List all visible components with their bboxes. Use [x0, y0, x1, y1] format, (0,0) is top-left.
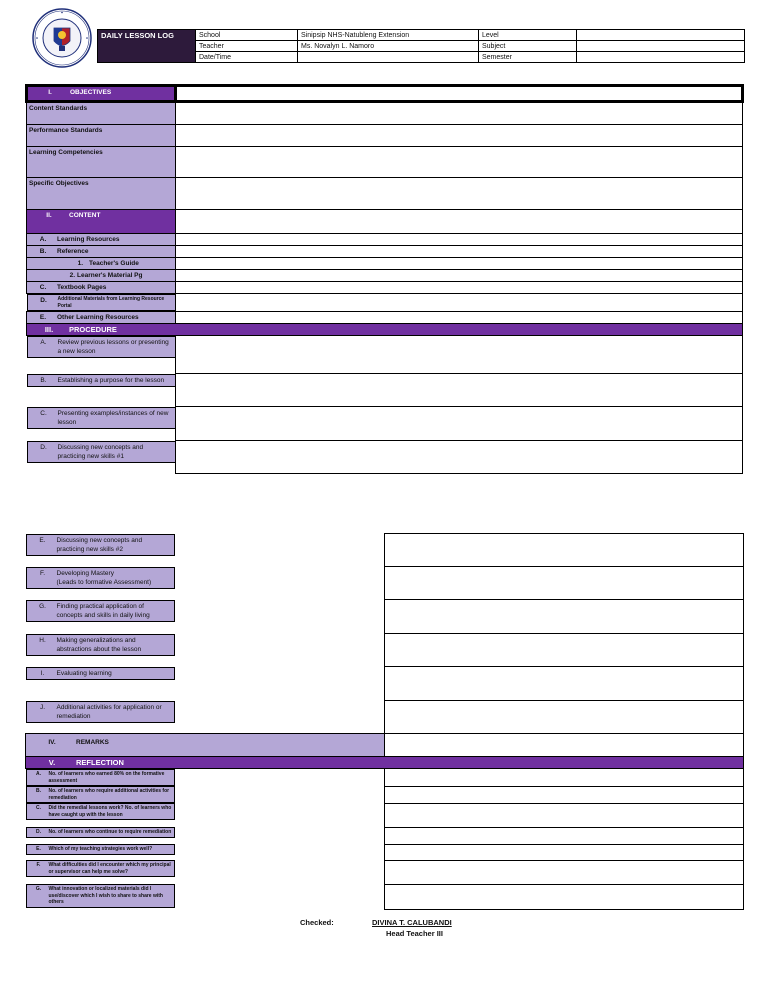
procedure-item: I. Evaluating learning	[26, 667, 175, 680]
reflection-item-cell[interactable]	[385, 827, 744, 844]
procedure-item-cell[interactable]	[385, 701, 744, 734]
signer-title: Head Teacher III	[386, 929, 443, 938]
specific-objectives-cell[interactable]	[176, 178, 743, 210]
reference-cell[interactable]	[176, 246, 743, 258]
textbook-pages-cell[interactable]	[176, 282, 743, 294]
datetime-value[interactable]	[298, 52, 479, 63]
reflection-item: F. What difficulties did I encounter which my principal or supervisor can help me solve?	[26, 860, 175, 877]
level-value[interactable]	[577, 30, 745, 41]
datetime-label: Date/Time	[196, 52, 298, 63]
reflection-item: C. Did the remedial lessons work? No. of learners who have caught up with the lesson	[26, 803, 175, 820]
content-heading: II. CONTENT	[27, 210, 176, 234]
remarks-cell[interactable]	[385, 734, 744, 757]
teacher-value[interactable]: Ms. Novalyn L. Namoro	[298, 41, 479, 52]
deped-seal-logo	[32, 8, 92, 68]
semester-value[interactable]	[577, 52, 745, 63]
content-standards-cell[interactable]	[176, 102, 743, 125]
reflection-item-cell[interactable]	[385, 844, 744, 860]
reflection-item: B. No. of learners who require additional activities for remediation	[26, 786, 175, 803]
performance-standards-label: Performance Standards	[27, 125, 176, 147]
semester-label: Semester	[479, 52, 577, 63]
textbook-pages-label: C. Textbook Pages	[27, 282, 176, 294]
procedure-item: B. Establishing a purpose for the lesson	[27, 374, 176, 387]
procedure-item-cell[interactable]	[385, 567, 744, 600]
remarks-heading: IV. REMARKS	[26, 734, 385, 757]
procedure-item: G. Finding practical application of concepts and skills in daily living	[26, 600, 175, 622]
reflection-item-cell[interactable]	[385, 884, 744, 909]
performance-standards-cell[interactable]	[176, 125, 743, 147]
procedure-heading: III. PROCEDURE	[27, 324, 743, 336]
teachers-guide-cell[interactable]	[176, 258, 743, 270]
level-label: Level	[479, 30, 577, 41]
objectives-heading-cell[interactable]	[176, 86, 743, 102]
additional-materials-cell[interactable]	[176, 294, 743, 312]
header-table	[97, 29, 745, 63]
checked-label: Checked:	[300, 918, 334, 927]
reflection-item-cell[interactable]	[385, 769, 744, 787]
procedure-item-cell[interactable]	[176, 407, 743, 441]
procedure-item: J. Additional activities for application or remediation	[26, 701, 175, 723]
procedure-item: A. Review previous lessons or presenting a new lesson	[27, 336, 176, 358]
procedure-item-cell[interactable]	[385, 600, 744, 634]
other-resources-label: E. Other Learning Resources	[27, 312, 176, 324]
teacher-label: Teacher	[196, 41, 298, 52]
procedure-item: E. Discussing new concepts and practicing new skills #2	[26, 534, 175, 556]
learners-material-label: 2. Learner's Material Pg	[27, 270, 176, 282]
objectives-heading: I. OBJECTIVES	[27, 86, 176, 102]
reference-label: B. Reference	[27, 246, 176, 258]
procedure-item-cell[interactable]	[385, 634, 744, 667]
teachers-guide-label: 1. Teacher's Guide	[27, 258, 176, 270]
reflection-item: D. No. of learners who continue to require remediation	[26, 827, 175, 838]
reflection-item: G. What innovation or localized materials did I use/discover which I wish to share to share with others	[26, 884, 175, 908]
learning-competencies-cell[interactable]	[176, 147, 743, 178]
learners-material-cell[interactable]	[176, 270, 743, 282]
signer-name: DIVINA T. CALUBANDI	[372, 918, 452, 927]
learning-resources-cell[interactable]	[176, 234, 743, 246]
content-heading-cell[interactable]	[176, 210, 743, 234]
procedure-item: H. Making generalizations and abstractions about the lesson	[26, 634, 175, 656]
reflection-item: E. Which of my teaching strategies work well?	[26, 844, 175, 855]
lesson-log-table-part2	[25, 533, 744, 910]
learning-resources-label: A. Learning Resources	[27, 234, 176, 246]
procedure-item-cell[interactable]	[176, 336, 743, 374]
procedure-item-cell[interactable]	[176, 374, 743, 407]
reflection-item: A. No. of learners who earned 80% on the formative assessment	[26, 769, 175, 786]
subject-value[interactable]	[577, 41, 745, 52]
reflection-item-cell[interactable]	[385, 786, 744, 803]
content-standards-label: Content Standards	[27, 102, 176, 125]
reflection-item-cell[interactable]	[385, 860, 744, 884]
procedure-item: C. Presenting examples/instances of new lesson	[27, 407, 176, 429]
specific-objectives-label: Specific Objectives	[27, 178, 176, 210]
other-resources-cell[interactable]	[176, 312, 743, 324]
procedure-item: D. Discussing new concepts and practicing new skills #1	[27, 441, 176, 463]
reflection-item-cell[interactable]	[385, 803, 744, 827]
reflection-heading: V. REFLECTION	[26, 757, 744, 769]
procedure-item-cell[interactable]	[385, 667, 744, 701]
subject-label: Subject	[479, 41, 577, 52]
procedure-item-cell[interactable]	[385, 534, 744, 567]
procedure-item: F. Developing Mastery (Leads to formative Assessment)	[26, 567, 175, 589]
procedure-item-cell[interactable]	[176, 441, 743, 474]
school-label: School	[196, 30, 298, 41]
school-value[interactable]: Sinipsip NHS-Natubleng Extension	[298, 30, 479, 41]
dll-title: DAILY LESSON LOG	[98, 30, 196, 63]
additional-materials-label: D. Additional Materials from Learning Resource Portal	[27, 294, 176, 311]
lesson-log-table-part1	[25, 84, 744, 474]
learning-competencies-label: Learning Competencies	[27, 147, 176, 178]
